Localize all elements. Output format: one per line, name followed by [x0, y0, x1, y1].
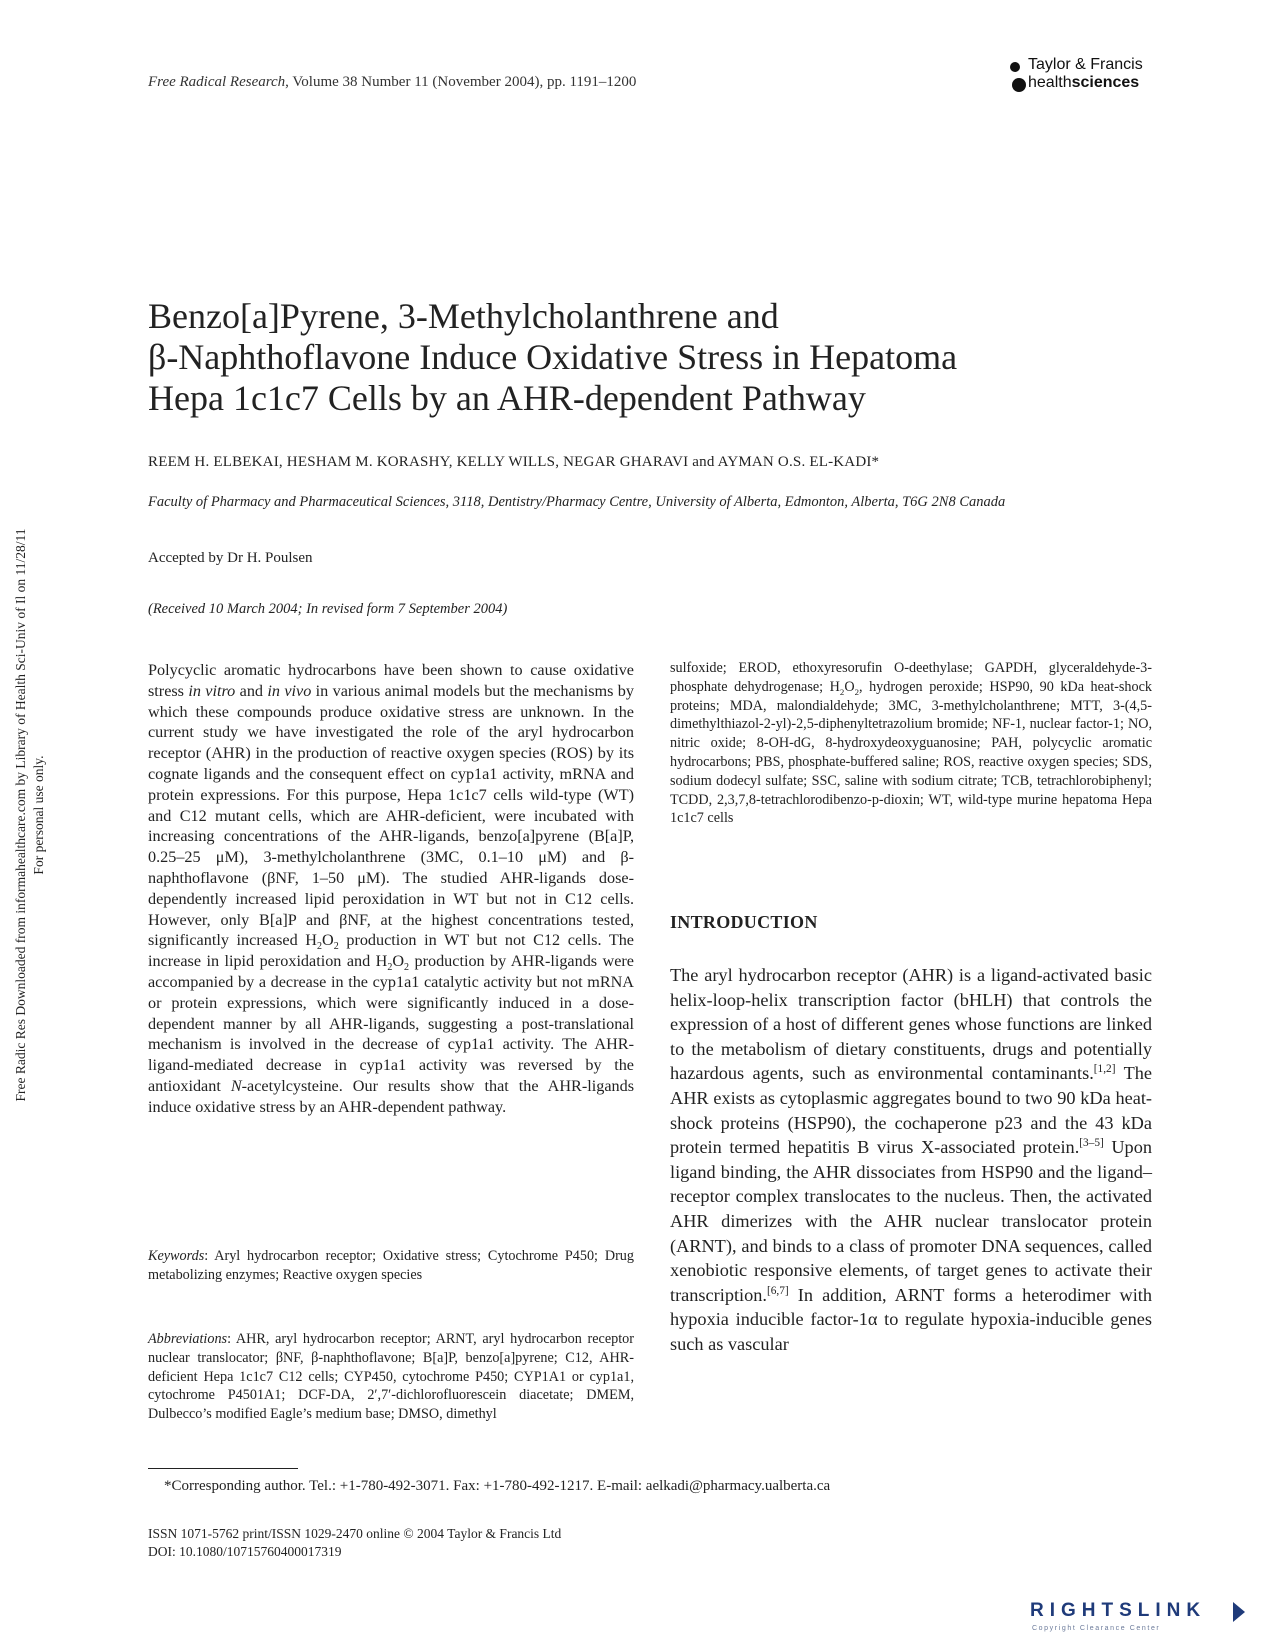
title-line-1: Benzo[a]Pyrene, 3-Methylcholanthrene and — [148, 296, 779, 336]
abbreviations-label: Abbreviations — [148, 1331, 228, 1347]
keywords — [148, 1247, 634, 1285]
rightslink-subtext: Copyright Clearance Center — [1032, 1625, 1161, 1632]
affiliation: Faculty of Pharmacy and Pharmaceutical Sciences, 3118, Dentistry/Pharmacy Centre, University of Alberta, Edmonton, Alberta, T6G 2N8 Canada — [148, 494, 1006, 510]
intro-text: In addition, ARNT forms a heterodimer with hypoxia inducible factor-1α to regulate hypoxia-inducible genes such as vascular — [670, 1284, 1152, 1354]
introduction-text — [670, 963, 1152, 1357]
abstract — [148, 660, 634, 1118]
abstract-subscript: 2 — [404, 962, 410, 974]
abstract-text: Polycyclic aromatic hydrocarbons have been shown to cause oxidative stress — [148, 661, 634, 700]
abstract-text: and — [235, 681, 268, 700]
journal-citation — [148, 74, 636, 91]
abstract-subscript: 2 — [333, 941, 339, 953]
title-line-3: Hepa 1c1c7 Cells by an AHR-dependent Pathway — [148, 378, 866, 418]
publisher-logo — [1010, 56, 1170, 96]
keywords-label: Keywords — [148, 1248, 205, 1264]
abbreviations-text: , hydrogen peroxide; HSP90, 90 kDa heat-shock proteins; MDA, malondialdehyde; 3MC, 3-methylcholanthrene; MTT, 3-(4,5-dimethylthiazol-2-yl)-2,5-diphenyltetrazolium bromide; NF-1, nuclear factor-1; NO, nitric oxide; 8-OH-dG, 8-hydroxydeoxyguanosine; PAH, polycyclic aromatic hydrocarbons; PBS, phosphate-buffered saline; ROS, reactive oxygen species; SDS, sodium dodecyl sulfate; SSC, saline with sodium citrate; TCB, tetrachlorobiphenyl; TCDD, 2,3,7,8-tetrachlorodibenzo-p-dioxin; WT, wild-type murine hepatoma Hepa 1c1c7 cells — [670, 678, 1152, 827]
abstract-text: -acetylcysteine. Our results show that the AHR-ligands induce oxidative stress by an AHR-dependent pathway. — [148, 1076, 635, 1116]
abstract-text: production by AHR-ligands were accompanied by a decrease in the cyp1a1 catalytic activity but not mRNA or protein expressions, which were significantly induced in a dose-dependent manner by all AHR-ligands, suggesting a post-translational mechanism is involved in the decrease of cyp1a1 activity. The AHR-ligand-mediated decrease in cyp1a1 activity was reversed by the antioxidant — [148, 952, 634, 1095]
logo-dot-large-icon — [1012, 78, 1026, 92]
publisher-imprint — [1028, 74, 1139, 92]
abstract-italic: N — [230, 1076, 242, 1095]
rightslink-arrow-icon — [1233, 1602, 1245, 1622]
imprint-part-b: sciences — [1071, 74, 1140, 91]
abstract-text: production in WT but not C12 cells. The increase in lipid peroxidation and H — [148, 931, 634, 971]
publisher-name: Taylor & Francis — [1028, 56, 1143, 73]
abstract-italic: in vitro — [188, 681, 236, 700]
download-watermark — [2, 470, 62, 1160]
title-line-2: β-Naphthoflavone Induce Oxidative Stress in Hepatoma — [148, 337, 958, 377]
abbreviations-text: : AHR, aryl hydrocarbon receptor; ARNT, aryl hydrocarbon receptor nuclear translocator; βNF, β-naphthoflavone; B[a]P, benzo[a]pyrene; C12, AHR-deficient Hepa 1c1c7 C12 cells; CYP450, cytochrome P450; CYP1A1 or cyp1a1, cytochrome P4501A1; DCF-DA, 2′,7′-dichlorofluorescein diacetate; DMEM, Dulbecco’s modified Eagle’s medium base; DMSO, dimethyl — [148, 1331, 634, 1423]
watermark-line-1: Free Radic Res Downloaded from informahealthcare.com by Library of Health Sci-Univ of Il on 11/28/11 — [13, 528, 28, 1102]
section-heading-introduction: INTRODUCTION — [670, 912, 818, 932]
intro-text: The AHR exists as cytoplasmic aggregates bound to two 90 kDa heat-shock proteins (HSP90), the cochaperone p23 and the 43 kDa protein termed hepatitis B virus X-associated protein. — [670, 1063, 1152, 1158]
abbreviations-continued — [670, 659, 1152, 828]
authors: REEM H. ELBEKAI, HESHAM M. KORASHY, KELLY WILLS, NEGAR GHARAVI and AYMAN O.S. EL-KADI* — [148, 454, 880, 470]
watermark-line-2: For personal use only. — [31, 755, 46, 875]
rightslink-logo[interactable] — [1030, 1600, 1255, 1640]
abbreviations — [148, 1330, 634, 1424]
citation-ref[interactable]: [3–5] — [1079, 1137, 1104, 1150]
journal-title: Free Radical Research — [148, 74, 286, 90]
imprint-part-a: health — [1028, 74, 1072, 91]
abstract-italic: in vivo — [267, 681, 312, 700]
citation-ref[interactable]: [1,2] — [1093, 1063, 1116, 1076]
abstract-text: in various animal models but the mechanisms by which these compounds produce oxidative stress are unknown. In the current study we have investigated the role of the aryl hydrocarbon receptor (AHR) in the production of reactive oxygen species (ROS) by its cognate ligands and the consequent effect on cyp1a1 activity, mRNA and protein expressions. For this purpose, Hepa 1c1c7 cells wild-type (WT) and C12 mutant cells, which are AHR-deficient, were incubated with increasing concentrations of the AHR-ligands, benzo[a]pyrene (B[a]P, 0.25–25 μM), 3-methylcholanthrene (3MC, 0.1–10 μM) and β-naphthoflavone (βNF, 1–50 μM). The studied AHR-ligands dose-dependently increased lipid peroxidation in WT but not in C12 cells. However, only B[a]P and βNF, at the highest concentrations tested, significantly increased H — [148, 681, 634, 950]
abbreviations-subscript: 2 — [839, 686, 845, 697]
download-watermark-text — [12, 470, 48, 1160]
abbreviations-subscript: 2 — [854, 686, 859, 697]
issn: ISSN 1071-5762 print/ISSN 1029-2470 online © 2004 Taylor & Francis Ltd — [148, 1526, 562, 1541]
issn-block — [148, 1525, 561, 1561]
abstract-subscript: 2 — [387, 962, 393, 974]
abstract-text: O — [322, 931, 334, 950]
citation-ref[interactable]: [6,7] — [766, 1284, 789, 1297]
article-title — [148, 296, 1148, 419]
corresponding-author: *Corresponding author. Tel.: +1-780-492-3071. Fax: +1-780-492-1217. E-mail: aelkadi@pharmacy.ualberta.ca — [164, 1478, 831, 1494]
intro-text: Upon ligand binding, the AHR dissociates from HSP90 and the ligand–receptor complex translocates to the nucleus. Then, the activated AHR dimerizes with the AHR nuclear translocator protein (ARNT), and binds to a class of promoter DNA sequences, called xenobiotic responsive elements, of target genes to activate their transcription. — [670, 1137, 1152, 1305]
abbreviations-text: sulfoxide; EROD, ethoxyresorufin O-deethylase; GAPDH, glyceraldehyde-3-phosphate dehydrogenase; H — [670, 660, 1152, 695]
accepted-by: Accepted by Dr H. Poulsen — [148, 550, 313, 566]
abstract-subscript: 2 — [316, 941, 322, 953]
received-dates: (Received 10 March 2004; In revised form 7 September 2004) — [148, 601, 508, 617]
rightslink-text: RIGHTSLINK — [1030, 1600, 1207, 1621]
abstract-text: O — [392, 952, 405, 971]
doi[interactable]: DOI: 10.1080/10715760400017319 — [148, 1544, 342, 1559]
keywords-text: : Aryl hydrocarbon receptor; Oxidative stress; Cytochrome P450; Drug metabolizing enzymes; Reactive oxygen species — [148, 1248, 634, 1283]
footnote-rule — [148, 1468, 298, 1469]
journal-volume: , Volume 38 Number 11 (November 2004), pp. 1191–1200 — [285, 74, 637, 90]
abbreviations-text: O — [844, 678, 855, 695]
logo-dot-small-icon — [1010, 62, 1020, 72]
intro-text: The aryl hydrocarbon receptor (AHR) is a ligand-activated basic helix-loop-helix transcription factor (bHLH) that controls the expression of a host of different genes whose functions are linked to the metabolism of dietary constituents, drugs and potentially hazardous agents, such as environmental contaminants. — [670, 965, 1152, 1084]
